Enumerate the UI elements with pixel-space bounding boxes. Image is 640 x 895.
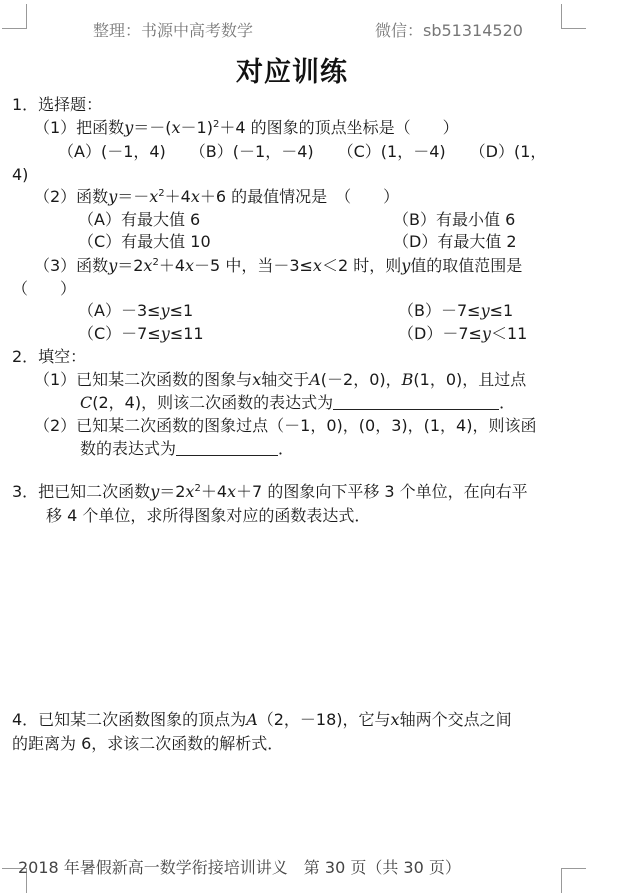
q1-2-option-c: （C）有最大值 10 <box>78 232 211 251</box>
q1-2-stem: （2）函数$y=-x^2+4x+6$ 的最值情况是 （ ） <box>34 187 400 206</box>
q1-2-option-b: （B）有最小值 6 <box>393 210 516 229</box>
page-footer: 2018 年暑假新高一数学衔接培训讲义 第 30 页（共 30 页） <box>18 858 461 877</box>
page-title: 对应训练 <box>236 57 348 88</box>
q2-1-answer-blank[interactable] <box>333 393 499 410</box>
q1-3-stem-wrap: （ ） <box>12 279 77 298</box>
crop-mark-top-left <box>2 4 27 29</box>
header-compiler: 整理：书源中高考数学 <box>93 21 254 40</box>
q3-line2: 移 4 个单位，求所得图象对应的函数表达式． <box>46 506 371 525</box>
q1-3-option-d: （D）－7≤y＜11 <box>398 324 528 343</box>
q4-line2: 的距离为 6，求该二次函数的解析式． <box>12 734 284 753</box>
q1-3-option-b: （B）－7≤y≤1 <box>398 301 514 320</box>
q3-line1: 3．把已知二次函数$y=2x^2+4x+7$ 的图象向下平移 3 个单位，在向右平 <box>12 482 528 501</box>
q1-1-options-wrap: 4) <box>12 165 29 184</box>
q2-1-line2: C(2，4)，则该二次函数的表达式为 ． <box>80 393 516 412</box>
crop-mark-bottom-right <box>561 868 586 893</box>
q1-1-stem: （1）把函数$y=-(x-1)^2+4$ 的图象的顶点坐标是（ ） <box>34 118 459 137</box>
q1-heading: 1．选择题： <box>12 95 103 114</box>
q1-1-options: （A）(－1，4) （B）(－1，－4) （C）(1，－4) （D）(1， <box>58 142 547 161</box>
q1-3-option-a: （A）－3≤y≤1 <box>78 301 194 320</box>
q1-3-stem: （3）函数$y=2x^2+4x-5$ 中，当－3≤x＜2 时，则y值的取值范围是 <box>34 256 523 275</box>
q2-2-line1: （2）已知某二次函数的图象过点（－1，0)，(0，3)，(1，4)，则该函 <box>34 416 537 435</box>
q4-line1: 4．已知某二次函数图象的顶点为A（2，－18)，它与x轴两个交点之间 <box>12 710 512 729</box>
q1-2-option-a: （A）有最大值 6 <box>78 210 201 229</box>
crop-mark-top-right <box>561 4 586 29</box>
q2-2-answer-blank[interactable] <box>176 439 278 456</box>
q2-1-line1: （1）已知某二次函数的图象与x轴交于A(－2，0)，B(1，0)，且过点 <box>34 370 527 389</box>
q2-2-line2: 数的表达式为 ． <box>80 439 295 458</box>
q2-heading: 2．填空： <box>12 347 87 366</box>
q1-2-option-d: （D）有最大值 2 <box>393 232 517 251</box>
header-wechat: 微信：sb51314520 <box>375 21 523 40</box>
q1-3-option-c: （C）－7≤y≤11 <box>78 324 204 343</box>
